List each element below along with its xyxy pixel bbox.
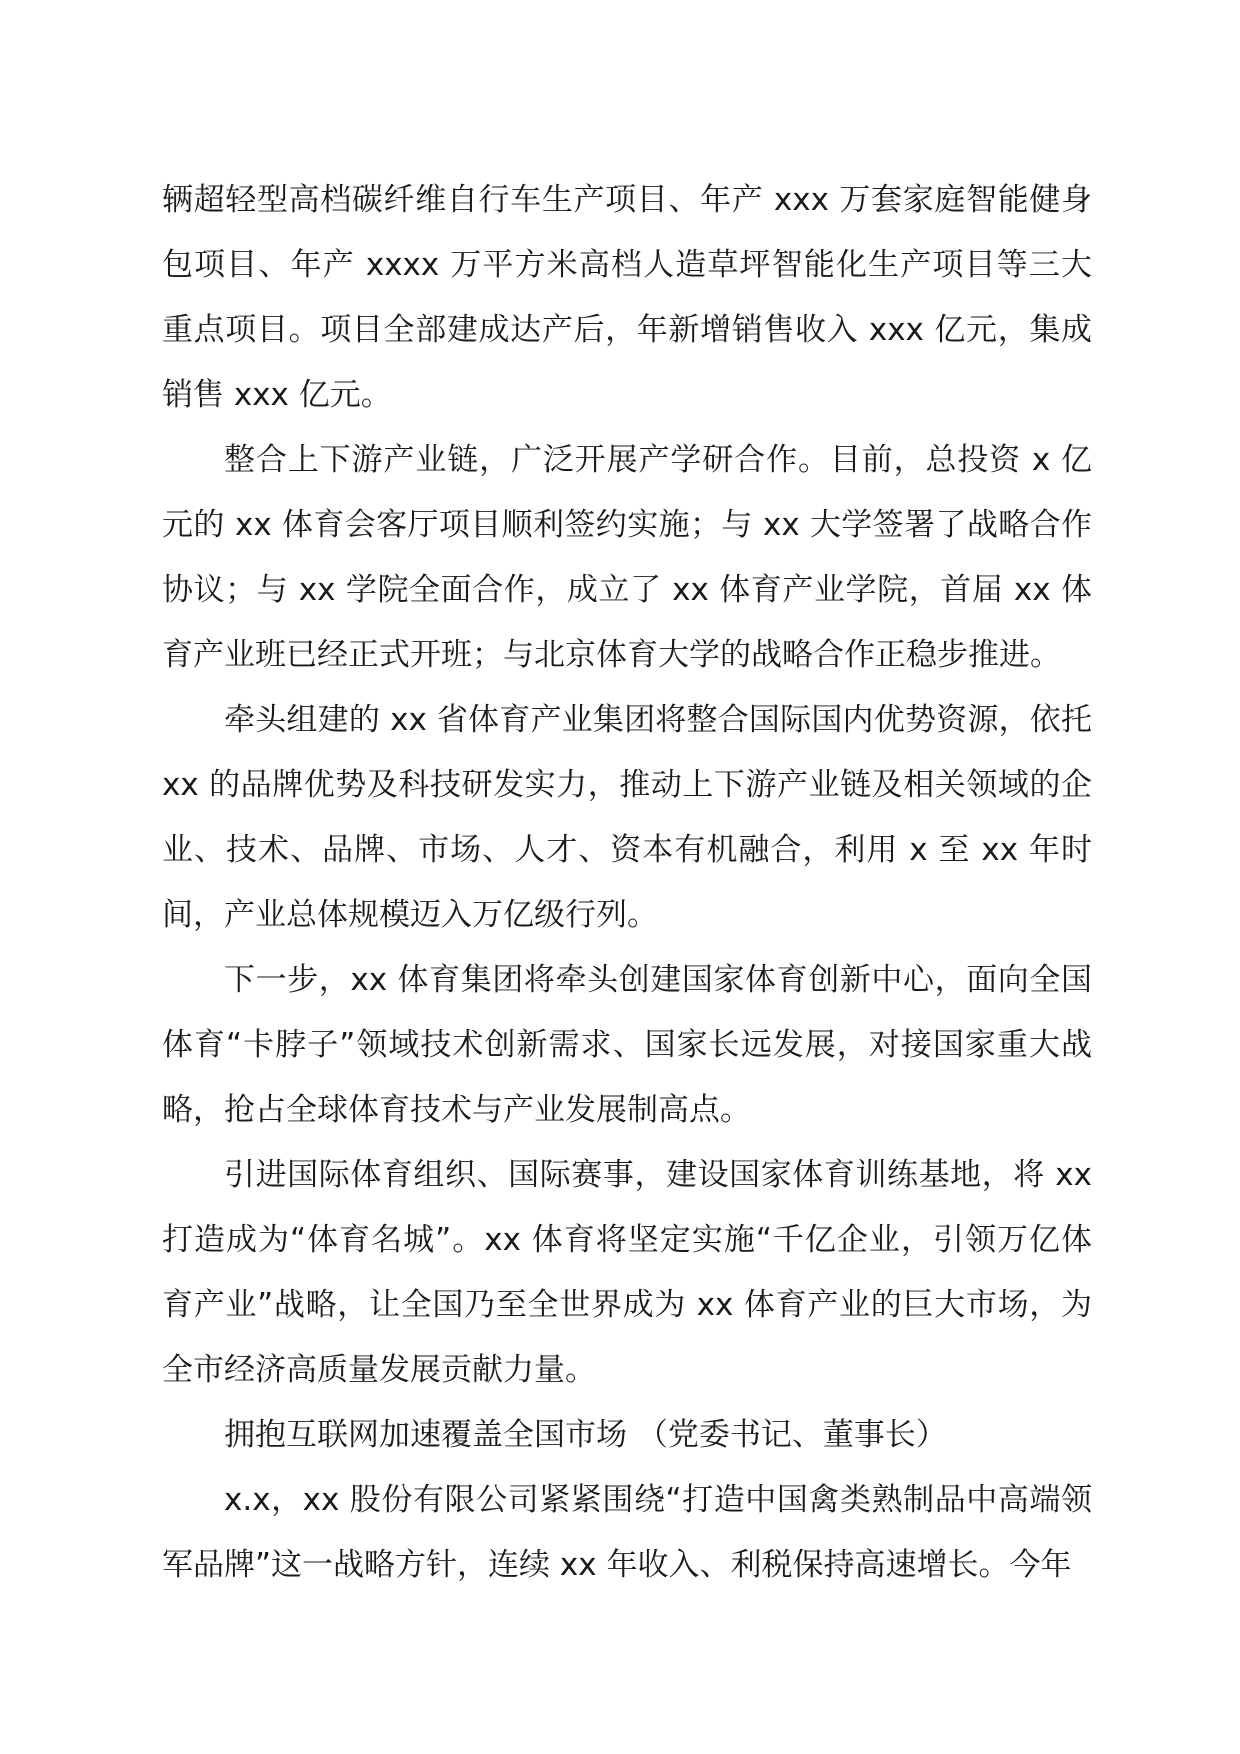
paragraph-5: 引进国际体育组织、国际赛事，建设国家体育训练基地，将 xx 打造成为“体育名城”。xx 体育将坚定实施“千亿企业，引领万亿体育产业”战略，让全国乃至全世界成为 xx 体育产业的巨大市场，为全市经济高质量发展贡献力量。 bbox=[162, 1157, 1092, 1388]
paragraph-3: 牵头组建的 xx 省体育产业集团将整合国际国内优势资源，依托 xx 的品牌优势及科技研发实力，推动上下游产业链及相关领域的企业、技术、品牌、市场、人才、资本有机融合，利用 x 至 xx 年时间，产业总体规模迈入万亿级行列。 bbox=[162, 702, 1092, 933]
paragraph-2: 整合上下游产业链，广泛开展产学研合作。目前，总投资 x 亿元的 xx 体育会客厅项目顺利签约实施；与 xx 大学签署了战略合作协议；与 xx 学院全面合作，成立了 xx 体育产业学院，首届 xx 体育产业班已经正式开班；与北京体育大学的战略合作正稳步推进。 bbox=[162, 442, 1092, 673]
document-body bbox=[162, 168, 1092, 1598]
paragraph-1: 辆超轻型高档碳纤维自行车生产项目、年产 xxx 万套家庭智能健身包项目、年产 xxxx 万平方米高档人造草坪智能化生产项目等三大重点项目。项目全部建成达产后，年新增销售收入 xxx 亿元，集成销售 xxx 亿元。 bbox=[162, 182, 1092, 413]
paragraph-6: x.x，xx 股份有限公司紧紧围绕“打造中国禽类熟制品中高端领军品牌”这一战略方针，连续 xx 年收入、利税保持高速增长。今年 bbox=[162, 1482, 1092, 1583]
section-heading: 拥抱互联网加速覆盖全国市场 （党委书记、董事长） bbox=[224, 1417, 947, 1453]
paragraph-4: 下一步，xx 体育集团将牵头创建国家体育创新中心，面向全国体育“卡脖子”领域技术创新需求、国家长远发展，对接国家重大战略，抢占全球体育技术与产业发展制高点。 bbox=[162, 962, 1092, 1128]
